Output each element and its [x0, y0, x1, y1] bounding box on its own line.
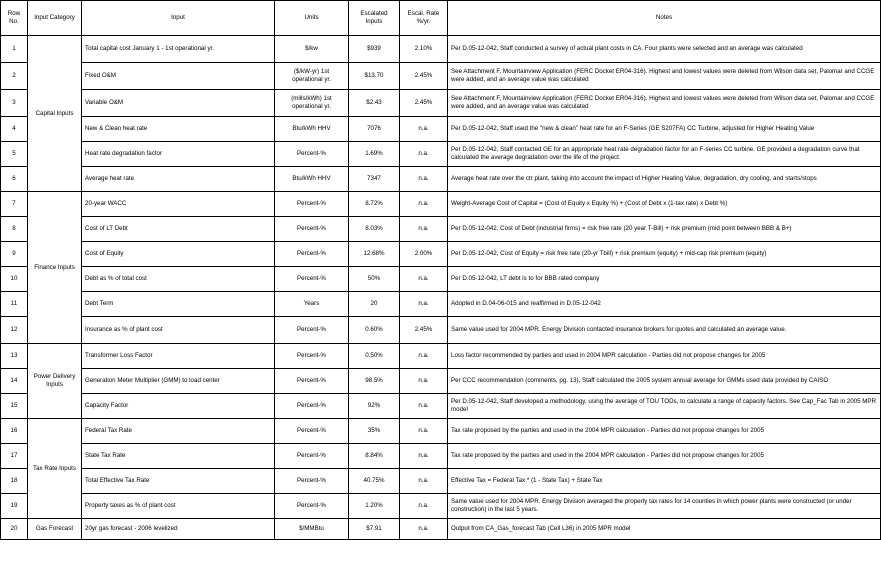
row-no: 15 — [1, 394, 28, 419]
units: $/kw — [275, 36, 349, 63]
notes: Per D.05-12-042, Cost of Debt (industrial firms) = risk free rate (20 year T-Bill) + risk premium (mid point between BBB & B+) — [448, 217, 881, 242]
input-name: Debt Term — [82, 292, 275, 317]
notes: Same value used for 2004 MPR. Energy Division contacted insurance brokers for quotes and calculated an average value. — [448, 317, 881, 344]
value: $2.43 — [349, 90, 400, 117]
value: 1.69% — [349, 142, 400, 167]
row-no: 12 — [1, 317, 28, 344]
table-row — [1, 519, 881, 540]
header-category: Input Category — [28, 1, 82, 36]
table-row — [1, 317, 881, 344]
notes: Tax rate proposed by the parties and used in the 2004 MPR calculation - Parties did not propose changes for 2005 — [448, 444, 881, 469]
units: Percent-% — [275, 394, 349, 419]
input-name: Total capital cost January 1 - 1st operational yr. — [82, 36, 275, 63]
input-name: Cost of Equity — [82, 242, 275, 267]
row-no: 14 — [1, 369, 28, 394]
row-no: 16 — [1, 419, 28, 444]
row-no: 17 — [1, 444, 28, 469]
units: Percent-% — [275, 494, 349, 519]
header-input: Input — [82, 1, 275, 36]
notes: Per D.05-12-042, LT debt is to for BBB rated company — [448, 267, 881, 292]
units: Percent-% — [275, 267, 349, 292]
escal-rate: 2.10% — [400, 36, 448, 63]
notes: Output from CA_Gas_forecast Tab (Cell L36) in 2005 MPR model — [448, 519, 881, 540]
value: $7.91 — [349, 519, 400, 540]
units: (mills/kWh) 1st operational yr. — [275, 90, 349, 117]
escal-rate: n.a. — [400, 192, 448, 217]
input-name: Transformer Loss Factor — [82, 344, 275, 369]
input-name: New & Clean heat rate — [82, 117, 275, 142]
notes: Effective Tax = Federal Tax * (1 - State Tax) + State Tax — [448, 469, 881, 494]
category-finance: Finance Inputs — [28, 192, 82, 344]
input-name: Property taxes as % of plant cost — [82, 494, 275, 519]
value: 8.84% — [349, 444, 400, 469]
input-name: 20yr gas forecast - 2006 levelized — [82, 519, 275, 540]
escal-rate: 2.00% — [400, 242, 448, 267]
notes: Per D.05-12-042, Staff developed a methodology, using the average of TOU TODs, to calculate a range of capacity factors. See Cap_Fac Tab in 2005 MPR model — [448, 394, 881, 419]
row-no: 11 — [1, 292, 28, 317]
value: 92% — [349, 394, 400, 419]
value: 1.20% — [349, 494, 400, 519]
header-notes: Notes — [448, 1, 881, 36]
escal-rate: n.a. — [400, 444, 448, 469]
notes: Average heat rate over the ctr plant, taking into account the impact of Higher Heating Value, degradation, dry cooling, and starts/stops — [448, 167, 881, 192]
input-name: Insurance as % of plant cost — [82, 317, 275, 344]
row-no: 9 — [1, 242, 28, 267]
units: Btu/kWh HHV — [275, 167, 349, 192]
table-row — [1, 292, 881, 317]
row-no: 10 — [1, 267, 28, 292]
row-no: 7 — [1, 192, 28, 217]
input-name: Variable O&M — [82, 90, 275, 117]
notes: Per CCC recommendation (comments, pg. 13), Staff calculated the 2005 system annual average for GMMs used data provided by CAISO — [448, 369, 881, 394]
escal-rate: 2.45% — [400, 90, 448, 117]
escal-rate: n.a. — [400, 419, 448, 444]
units: Percent-% — [275, 469, 349, 494]
input-name: Average heat rate — [82, 167, 275, 192]
category-tax: Tax Rate Inputs — [28, 419, 82, 519]
notes: See Attachment F, Mountainview Application (FERC Docket ER04-316). Highest and lowest values were deleted from Wilson data set, Palomar and CCGE were added, and an average value was calculated — [448, 90, 881, 117]
table-row — [1, 242, 881, 267]
value: 0.60% — [349, 317, 400, 344]
value: 98.5% — [349, 369, 400, 394]
units: Percent-% — [275, 344, 349, 369]
units: Percent-% — [275, 142, 349, 167]
units: $/MMBtu — [275, 519, 349, 540]
escal-rate: n.a. — [400, 494, 448, 519]
value: 8.72% — [349, 192, 400, 217]
table-row — [1, 90, 881, 117]
units: Percent-% — [275, 217, 349, 242]
input-name: Total Effective Tax Rate — [82, 469, 275, 494]
escal-rate: n.a. — [400, 292, 448, 317]
header-escal: Escal. Rate %/yr. — [400, 1, 448, 36]
escal-rate: n.a. — [400, 369, 448, 394]
table-row — [1, 117, 881, 142]
row-no: 13 — [1, 344, 28, 369]
table-row — [1, 267, 881, 292]
table-row — [1, 36, 881, 63]
table-row — [1, 369, 881, 394]
notes: Per D.05-12-042, Staff used the "new & clean" heat rate for an F-Series (GE S207FA) CC Turbine, adjusted for Higher Heating Value — [448, 117, 881, 142]
escal-rate: n.a. — [400, 117, 448, 142]
row-no: 5 — [1, 142, 28, 167]
table-row — [1, 469, 881, 494]
header-row-no: Row No. — [1, 1, 28, 36]
units: Btu/kWh HHV — [275, 117, 349, 142]
row-no: 8 — [1, 217, 28, 242]
input-name: Debt as % of total cost — [82, 267, 275, 292]
row-no: 3 — [1, 90, 28, 117]
notes: Per D.05-12-042, Cost of Equity = risk free rate (20-yr Tbill) + risk premium (equity) + mid-cap risk premium (equity) — [448, 242, 881, 267]
value: 35% — [349, 419, 400, 444]
value: 12.68% — [349, 242, 400, 267]
table-row — [1, 494, 881, 519]
notes: See Attachment F, Mountainview Application (FERC Docket ER04-316). Highest and lowest values were deleted from Wilson data set, Palomar and CCGE were added, and an average value was calculated — [448, 63, 881, 90]
row-no: 1 — [1, 36, 28, 63]
input-name: Generation Meter Multiplier (GMM) to load center — [82, 369, 275, 394]
input-name: Fixed O&M — [82, 63, 275, 90]
escal-rate: n.a. — [400, 217, 448, 242]
units: Percent-% — [275, 317, 349, 344]
units: Percent-% — [275, 242, 349, 267]
table-row — [1, 142, 881, 167]
notes: Tax rate proposed by the parties and used in the 2004 MPR calculation - Parties did not propose changes for 2005 — [448, 419, 881, 444]
table-row — [1, 419, 881, 444]
notes: Same value used for 2004 MPR. Energy Division averaged the property tax rates for 14 counties in which power plants were constructed (or under construction) in the last 5 years. — [448, 494, 881, 519]
row-no: 4 — [1, 117, 28, 142]
input-name: 20-year WACC — [82, 192, 275, 217]
notes: Per D.05-12-042, Staff conducted a survey of actual plant costs in CA. Four plants were selected and an average was calculated — [448, 36, 881, 63]
category-power: Power Delivery Inputs — [28, 344, 82, 419]
units: Percent-% — [275, 419, 349, 444]
escal-rate: n.a. — [400, 394, 448, 419]
category-gas: Gas Forecast — [28, 519, 82, 540]
escal-rate: n.a. — [400, 267, 448, 292]
notes: Weight-Average Cost of Capital = (Cost of Equity x Equity %) + (Cost of Debt x (1-tax rate) x Debt %) — [448, 192, 881, 217]
value: 8.03% — [349, 217, 400, 242]
units: Years — [275, 292, 349, 317]
input-name: Cost of LT Debt — [82, 217, 275, 242]
notes: Adopted in D.04-06-015 and reaffirmed in D.05-12-042 — [448, 292, 881, 317]
units: Percent-% — [275, 192, 349, 217]
table-row — [1, 394, 881, 419]
row-no: 20 — [1, 519, 28, 540]
value: 40.75% — [349, 469, 400, 494]
header-row — [1, 1, 881, 36]
escal-rate: n.a. — [400, 167, 448, 192]
table-row — [1, 192, 881, 217]
input-name: Heat rate degradation factor — [82, 142, 275, 167]
units: Percent-% — [275, 369, 349, 394]
escal-rate: n.a. — [400, 519, 448, 540]
table-row — [1, 217, 881, 242]
value: 7076 — [349, 117, 400, 142]
value: 0.50% — [349, 344, 400, 369]
value: 7347 — [349, 167, 400, 192]
table-row — [1, 444, 881, 469]
units: Percent-% — [275, 444, 349, 469]
escal-rate: 2.45% — [400, 317, 448, 344]
table-row — [1, 167, 881, 192]
value: $939 — [349, 36, 400, 63]
category-capital: Capital Inputs — [28, 36, 82, 192]
row-no: 2 — [1, 63, 28, 90]
escal-rate: n.a. — [400, 469, 448, 494]
value: 50% — [349, 267, 400, 292]
value: $13.70 — [349, 63, 400, 90]
notes: Per D.05-12-042, Staff contacted GE for an appropriate heat rate degradation factor for an F-series CC turbine. GE provided a degradation curve that calculated the average degradation over the life of the project. — [448, 142, 881, 167]
input-name: Federal Tax Rate — [82, 419, 275, 444]
row-no: 18 — [1, 469, 28, 494]
header-units: Units — [275, 1, 349, 36]
header-inputs: Escalated Inputs — [349, 1, 400, 36]
escal-rate: n.a. — [400, 142, 448, 167]
table-row — [1, 344, 881, 369]
input-name: Capacity Factor — [82, 394, 275, 419]
value: 20 — [349, 292, 400, 317]
units: ($/kW-yr) 1st operational yr. — [275, 63, 349, 90]
escal-rate: n.a. — [400, 344, 448, 369]
row-no: 19 — [1, 494, 28, 519]
escal-rate: 2.45% — [400, 63, 448, 90]
notes: Loss factor recommended by parties and used in 2004 MPR calculation - Parties did not propose changes for 2005 — [448, 344, 881, 369]
row-no: 6 — [1, 167, 28, 192]
table-row — [1, 63, 881, 90]
input-name: State Tax Rate — [82, 444, 275, 469]
